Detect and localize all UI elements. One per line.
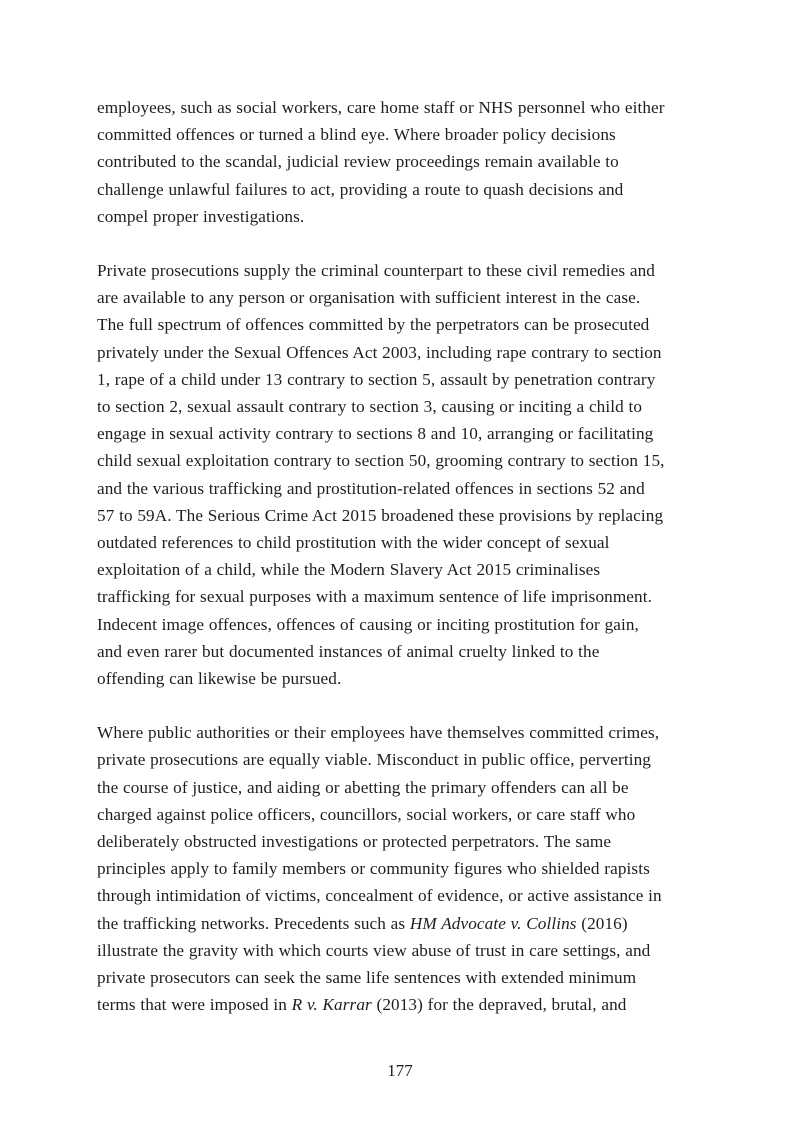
page-number: 177 [387, 1061, 413, 1080]
text-line: Indecent image offences, offences of causing or inciting prostitution for gain, [97, 614, 639, 634]
text-line: charged against police officers, councillors, social workers, or care staff who [97, 804, 636, 824]
case-citation: R v. Karrar [291, 995, 372, 1015]
text-segment: (2013) for the depraved, brutal, and [371, 995, 627, 1015]
text-line: are available to any person or organisation with sufficient interest in the case. [97, 288, 641, 308]
text-segment: (2016) [576, 913, 628, 933]
text-segment: the trafficking networks. Precedents such as [97, 913, 410, 933]
paragraph-3 [97, 719, 715, 1018]
case-citation: HM Advocate v. Collins [409, 913, 577, 933]
text-line: private prosecutions are equally viable. Misconduct in public office, perverting [97, 750, 652, 770]
paragraph-2 [97, 257, 715, 692]
text-line: through intimidation of victims, concealment of evidence, or active assistance in [97, 886, 662, 906]
text-line: principles apply to family members or community figures who shielded rapists [97, 859, 650, 879]
document-page-body [97, 94, 715, 1046]
text-line: privately under the Sexual Offences Act 2003, including rape contrary to section [97, 342, 662, 362]
text-line: 1, rape of a child under 13 contrary to section 5, assault by penetration contrary [97, 369, 656, 389]
text-line: contributed to the scandal, judicial review proceedings remain available to [97, 152, 619, 172]
text-line: outdated references to child prostitution with the wider concept of sexual [97, 533, 610, 553]
text-line-with-citation [97, 910, 715, 937]
text-line: child sexual exploitation contrary to section 50, grooming contrary to section 15, [97, 451, 665, 471]
text-line: deliberately obstructed investigations or protected perpetrators. The same [97, 832, 612, 852]
text-segment: terms that were imposed in [97, 995, 292, 1015]
text-line: 57 to 59A. The Serious Crime Act 2015 broadened these provisions by replacing [97, 505, 664, 525]
text-line: The full spectrum of offences committed by the perpetrators can be prosecuted [97, 315, 650, 335]
paragraph-1 [97, 94, 715, 230]
text-line: and even rarer but documented instances of animal cruelty linked to the [97, 641, 600, 661]
text-line: trafficking for sexual purposes with a maximum sentence of life imprisonment. [97, 587, 652, 607]
text-line: Private prosecutions supply the criminal counterpart to these civil remedies and [97, 261, 655, 281]
text-line: committed offences or turned a blind eye. Where broader policy decisions [97, 125, 616, 145]
text-line: and the various trafficking and prostitution-related offences in sections 52 and [97, 478, 645, 498]
text-line: compel proper investigations. [97, 206, 305, 226]
text-line-with-citation [97, 991, 715, 1018]
text-line: engage in sexual activity contrary to sections 8 and 10, arranging or facilitating [97, 424, 654, 444]
text-line: offending can likewise be pursued. [97, 669, 342, 689]
text-line: exploitation of a child, while the Modern Slavery Act 2015 criminalises [97, 560, 601, 580]
text-line: employees, such as social workers, care home staff or NHS personnel who either [97, 98, 665, 117]
text-line: to section 2, sexual assault contrary to section 3, causing or inciting a child to [97, 397, 643, 417]
text-line: the course of justice, and aiding or abetting the primary offenders can all be [97, 777, 629, 797]
text-line: challenge unlawful failures to act, providing a route to quash decisions and [97, 179, 624, 199]
text-line: illustrate the gravity with which courts view abuse of trust in care settings, and [97, 940, 651, 960]
text-line: private prosecutors can seek the same life sentences with extended minimum [97, 968, 637, 988]
text-line: Where public authorities or their employees have themselves committed crimes, [97, 723, 660, 743]
